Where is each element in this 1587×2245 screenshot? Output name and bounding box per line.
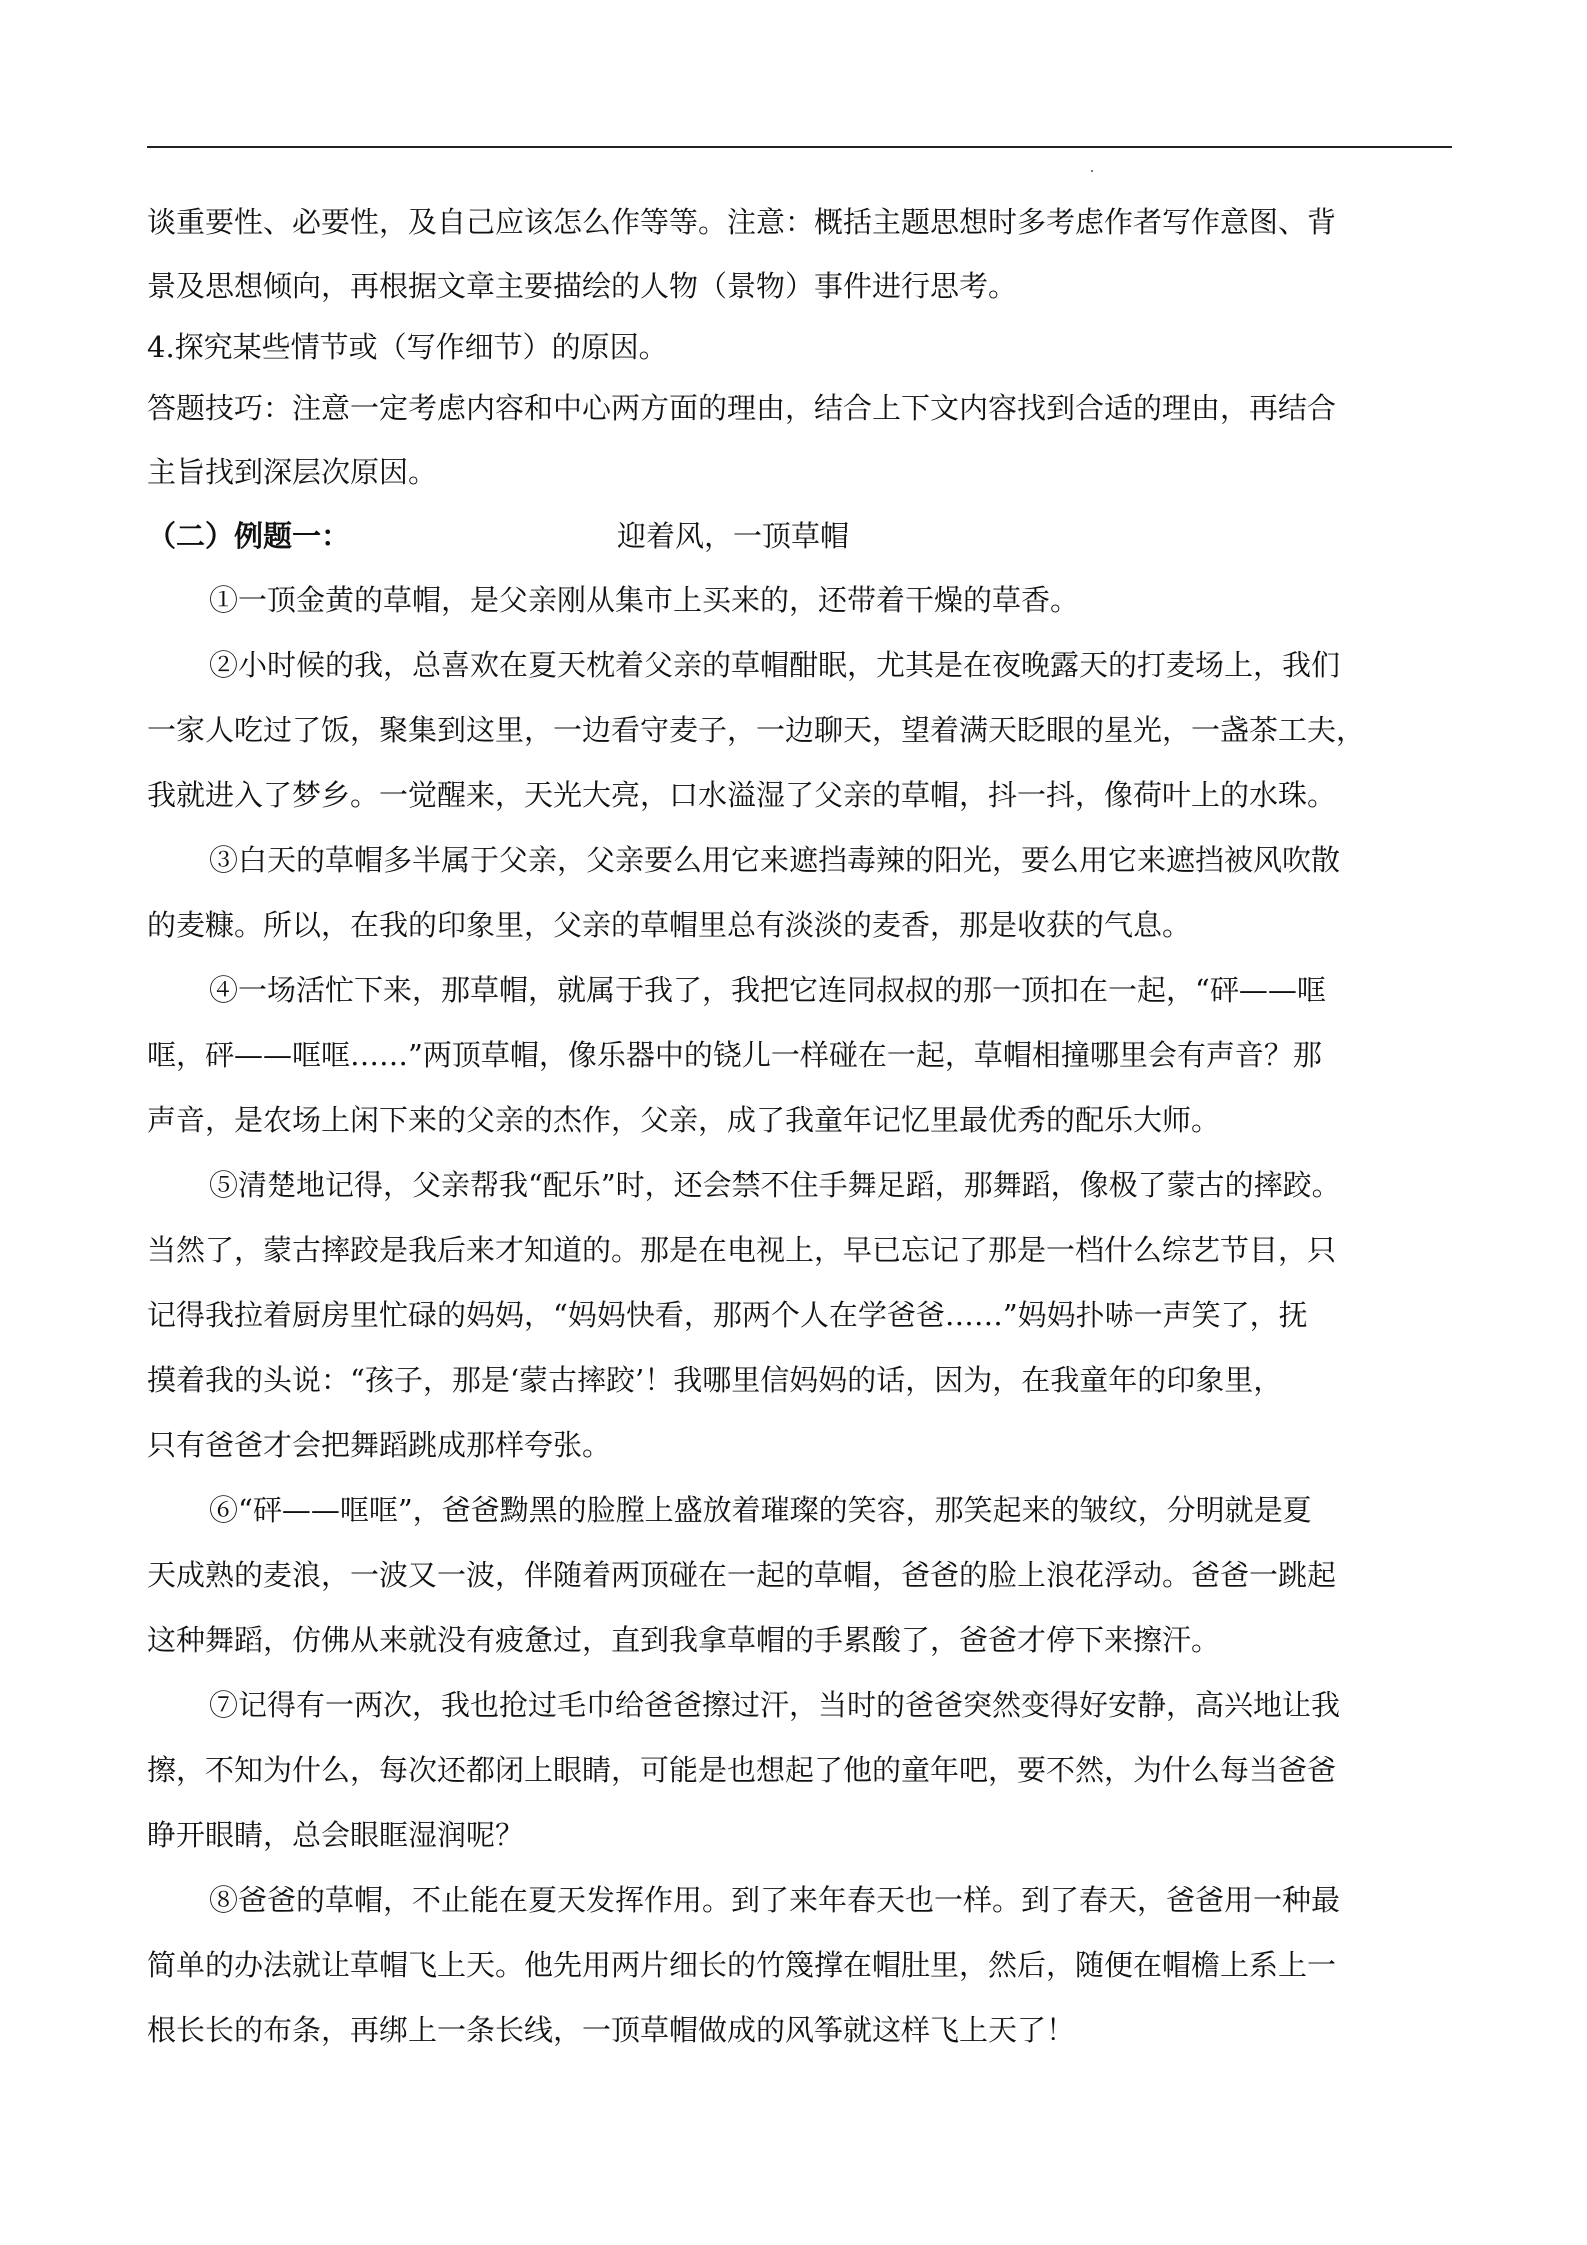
article-paragraph — [147, 1868, 1452, 2063]
paragraph-line: ③白天的草帽多半属于父亲，父亲要么用它来遮挡毒辣的阳光，要么用它来遮挡被风吹散 — [209, 843, 1341, 877]
article-paragraph — [147, 1478, 1452, 1673]
article-paragraph — [147, 828, 1452, 958]
paragraph-line: 当然了，蒙古摔跤是我后来才知道的。那是在电视上，早已忘记了那是一档什么综艺节目，只 — [147, 1233, 1337, 1267]
paragraph-line: ①一顶金黄的草帽，是父亲刚从集市上买来的，还带着干燥的草香。 — [209, 583, 1080, 617]
paragraph-line: 睁开眼睛，总会眼眶湿润呢？ — [147, 1818, 525, 1852]
article-paragraph — [147, 958, 1452, 1153]
paragraph-line: ⑧爸爸的草帽，不止能在夏天发挥作用。到了来年春天也一样。到了春天，爸爸用一种最 — [209, 1883, 1341, 1917]
paragraph-line: 擦，不知为什么，每次还都闭上眼睛，可能是也想起了他的童年吧，要不然，为什么每当爸爸 — [147, 1753, 1337, 1787]
paragraph-line: ⑥“砰——哐哐”，爸爸黝黑的脸膛上盛放着璀璨的笑容，那笑起来的皱纹，分明就是夏 — [209, 1493, 1312, 1527]
article-paragraph — [147, 1153, 1452, 1478]
paragraph-line: 只有爸爸才会把舞蹈跳成那样夸张。 — [147, 1428, 612, 1462]
header-rule — [147, 146, 1452, 148]
article-paragraph — [147, 1673, 1452, 1868]
intro-line: 景及思想倾向，再根据文章主要描绘的人物（景物）事件进行思考。 — [147, 269, 1018, 303]
example-label: （二）例题一： — [147, 519, 351, 553]
paragraph-line: 哐，砰——哐哐……”两顶草帽，像乐器中的铙儿一样碰在一起，草帽相撞哪里会有声音？那 — [147, 1038, 1322, 1072]
paragraph-line: 根长长的布条，再绑上一条长线，一顶草帽做成的风筝就这样飞上天了！ — [147, 2013, 1076, 2047]
paragraph-line: 这种舞蹈，仿佛从来就没有疲惫过，直到我拿草帽的手累酸了，爸爸才停下来擦汗。 — [147, 1623, 1221, 1657]
paragraph-line: 一家人吃过了饭，聚集到这里，一边看守麦子，一边聊天，望着满天眨眼的星光，一盏茶工夫， — [147, 713, 1366, 747]
paragraph-line: 天成熟的麦浪，一波又一波，伴随着两顶碰在一起的草帽，爸爸的脸上浪花浮动。爸爸一跳起 — [147, 1558, 1337, 1592]
item4-title: 4.探究某些情节或（写作细节）的原因。 — [147, 330, 668, 364]
paragraph-line: 我就进入了梦乡。一觉醒来，天光大亮，口水溢湿了父亲的草帽，抖一抖，像荷叶上的水珠。 — [147, 778, 1337, 812]
paragraph-line: ②小时候的我，总喜欢在夏天枕着父亲的草帽酣眠，尤其是在夜晚露天的打麦场上，我们 — [209, 648, 1341, 682]
intro-line: 谈重要性、必要性，及自己应该怎么作等等。注意：概括主题思想时多考虑作者写作意图、背 — [147, 205, 1337, 239]
tip-line: 主旨找到深层次原因。 — [147, 455, 438, 489]
paragraph-line: 的麦糠。所以，在我的印象里，父亲的草帽里总有淡淡的麦香，那是收获的气息。 — [147, 908, 1192, 942]
speck-dot — [1091, 170, 1093, 172]
example-header — [147, 504, 1452, 568]
paragraph-line: 简单的办法就让草帽飞上天。他先用两片细长的竹篾撑在帽肚里，然后，随便在帽檐上系上一 — [147, 1948, 1337, 1982]
paragraph-line: ④一场活忙下来，那草帽，就属于我了，我把它连同叔叔的那一顶扣在一起，“砰——哐 — [209, 973, 1326, 1007]
paragraph-line: 记得我拉着厨房里忙碌的妈妈，“妈妈快看，那两个人在学爸爸……”妈妈扑哧一声笑了，抚 — [147, 1298, 1308, 1332]
document-body — [147, 190, 1452, 2063]
paragraph-line: ⑤清楚地记得，父亲帮我“配乐”时，还会禁不住手舞足蹈，那舞蹈，像极了蒙古的摔跤。 — [209, 1168, 1341, 1202]
article-title: 迎着风，一顶草帽 — [617, 519, 850, 553]
article-paragraph — [147, 633, 1452, 828]
article-paragraphs — [147, 568, 1452, 2063]
item4-tip — [147, 376, 1452, 504]
paragraph-line: ⑦记得有一两次，我也抢过毛巾给爸爸擦过汗，当时的爸爸突然变得好安静，高兴地让我 — [209, 1688, 1341, 1722]
article-paragraph — [147, 568, 1452, 633]
intro-text — [147, 190, 1452, 318]
tip-line: 答题技巧：注意一定考虑内容和中心两方面的理由，结合上下文内容找到合适的理由，再结合 — [147, 391, 1337, 425]
paragraph-line: 声音，是农场上闲下来的父亲的杰作，父亲，成了我童年记忆里最优秀的配乐大师。 — [147, 1103, 1221, 1137]
paragraph-line: 摸着我的头说：“孩子，那是‘蒙古摔跤’！我哪里信妈妈的话，因为，在我童年的印象里， — [147, 1363, 1283, 1397]
